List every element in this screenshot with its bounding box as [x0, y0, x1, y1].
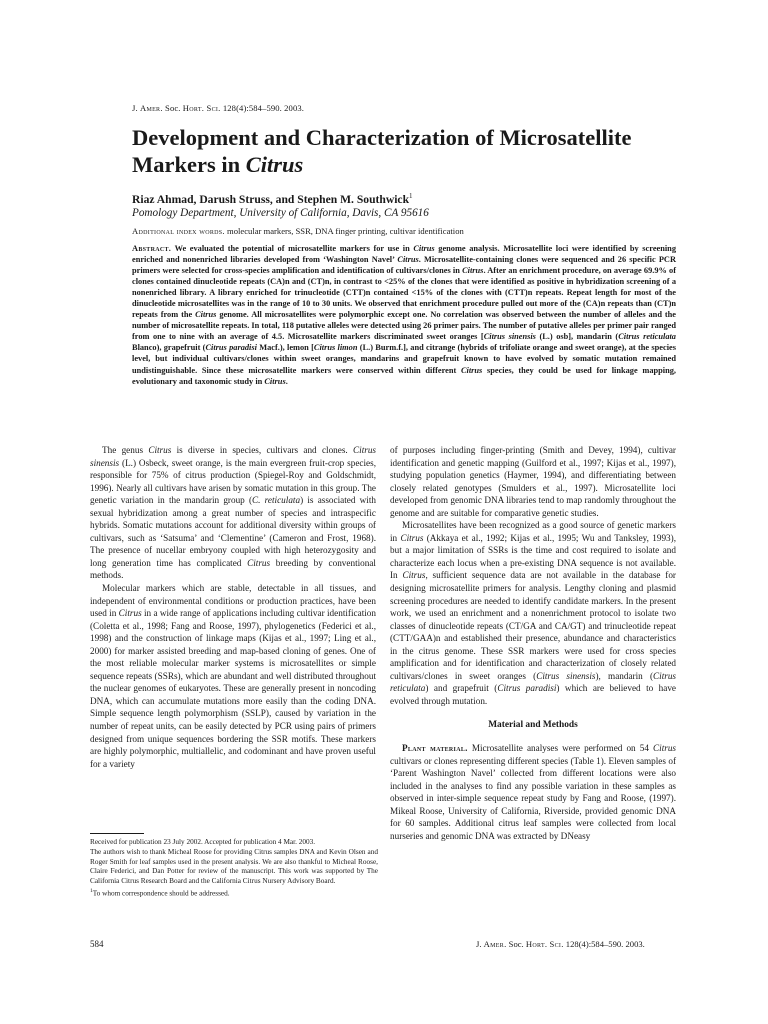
footnote-received: Received for publication 23 July 2002. Accepted for publication 4 Mar. 2003.: [90, 838, 316, 846]
keywords-label: Additional index words.: [132, 226, 225, 236]
page-number: 584: [90, 939, 104, 949]
keywords-text: molecular markers, SSR, DNA finger printing, cultivar identification: [227, 226, 464, 236]
title-line2-prefix: Markers in: [132, 152, 246, 177]
title-line2-italic: Citrus: [245, 152, 304, 177]
body-column-right: [390, 444, 676, 842]
abstract-label: Abstract.: [132, 244, 172, 253]
section-heading: Material and Methods: [488, 720, 578, 731]
body-paragraph: of purposes including finger-printing (Smith and Devey, 1994), cultivar identification and genetic mapping (Guilford et al., 1997; Kijas et al., 1997), studying population genetics (Haymer, 1994), and differentiating between closely related genotypes (Smulders et al., 1997). Microsatellite loci developed from genomic DNA libraries tend to map randomly throughout the genome and are suitable for comparative genetic studies.: [390, 445, 676, 518]
title-line1: Development and Characterization of Microsatellite: [132, 125, 632, 150]
body-column-left: [90, 444, 376, 830]
footnotes: [90, 838, 378, 899]
plant-material-label: Plant material.: [402, 743, 468, 754]
affiliation: Pomology Department, University of California, Davis, CA 95616: [132, 207, 429, 219]
body-paragraph: The genus Citrus is diverse in species, cultivars and clones. Citrus sinensis (L.) Osbeck, sweet orange, is the main evergreen fruit-crop species, responsible for 75% of citrus production (Spiegel-Roy and Goldschmidt, 1996). Nearly all cultivars have arisen by somatic mutation in this group. The genetic variation in the mandarin group (C. reticulata) is associated with sexual hybridization among a great number of species and intraspecific hybrids. Somatic mutations account for additional diversity within groups of cultivars, such as ‘Satsuma’ and ‘Clementine’ (Cameron and Frost, 1968). The presence of nucellar embryony coupled with high heterozygosity and long generation time has complicated Citrus breeding by conventional methods.: [90, 445, 377, 581]
author-names: Riaz Ahmad, Darush Struss, and Stephen M. Southwick: [132, 192, 410, 206]
author-footnote-mark: 1: [409, 192, 413, 200]
footnote-correspondence: [90, 887, 378, 899]
keywords: [132, 226, 652, 236]
author-list: [132, 192, 413, 206]
footnote-thanks: The authors wish to thank Micheal Roose for providing Citrus samples DNA and Kevin Olsen and Roger Smith for leaf samples used in the present analysis. We are also thankful to Micheal Roose, Claire Federici, and Dan Potter for review of the manuscript. This work was supported by The California Citrus Research Board and the California Citrus Nursery Advisory Board.: [90, 848, 378, 885]
footnote-rule: [90, 833, 144, 834]
correspondence-text: To whom correspondence should be addressed.: [92, 889, 230, 898]
body-paragraph: Microsatellites have been recognized as a good source of genetic markers in Citrus (Akkaya et al., 1992; Kijas et al., 1995; Wu and Tanksley, 1993), but a major limitation of SSRs is the time and cost required to isolate and characterize each locus when a pre-existing DNA sequence is not available. In Citrus, sufficient sequence data are not available in the database for designing microsatellite primers for analysis. Lengthy cloning and plasmid screening procedures are needed to identify candidate markers. In the present work, we used an enrichment and a nonenrichment protocol to isolate two classes of dinucleotide repeats (CT/GA and CA/GT) and trinucleotide repeat (CTT/GAA)n and established their presence, abundance and characteristics in the citrus genome. These SSR markers were used for cross species amplification and for identification and characterization of closely related cultivars/clones in sweet oranges (Citrus sinensis), mandarin (Citrus reticulata) and grapefruit (Citrus paradisi) which are believed to have evolved through mutation.: [390, 520, 677, 706]
footer-citation: J. Amer. Soc. Hort. Sci. 128(4):584–590. 2003.: [476, 939, 645, 949]
running-head: J. Amer. Soc. Hort. Sci. 128(4):584–590. 2003.: [132, 103, 304, 113]
body-paragraph: Molecular markers which are stable, detectable in all tissues, and independent of environmental conditions or production practices, have been used in Citrus in a wide range of applications including cultivar identification (Coletta et al., 1998; Fang and Roose, 1997), phylogenetics (Federici et al., 1998) and the construction of linkage maps (Kijas et al., 1997; Ling et al., 2000) for marker assisted breeding and map-based cloning of genes. One of the most reliable molecular marker systems is microsatellites or simple sequence repeats (SSRs), which are abundant and well distributed throughout the nuclear genomes of eukaryotes. These are generally present in noncoding DNA, which can accumulate mutations more easily than the coding DNA. Simple sequence length polymorphism (SSLP), caused by variation in the number of repeat units, can be easily detected by PCR using pairs of primers designed from unique sequences bordering the SSR motifs. These markers are highly polymorphic, multiallelic, and codominant and have proven useful for a variety: [90, 583, 376, 769]
article-title: [132, 124, 692, 178]
abstract: Abstract. We evaluated the potential of microsatellite markers for use in Citrus genome analysis. Microsatellite loci were identified by screening enriched and nonenriched libraries developed from ‘Washington Navel’ Citrus. Microsatellite-containing clones were sequenced and 26 specific PCR primers were selected for cross-species amplification and identification of cultivars/clones in Citrus. After an enrichment procedure, on average 69.9% of clones contained dinucleotide repeats (CA)n and (CT)n, in contrast to <25% of the clones that were identified as positive in hybridization screening of a nonenriched library. A library enriched for trinucleotide (CTT)n contained <15% of the clones with (CTT)n repeats. Repeat length for most of the dinucleotide microsatellites was in the range of 10 to 30 units. We observed that enrichment procedure pulled out more of the (CA)n repeats than (CT)n repeats from the Citrus genome. All microsatellites were polymorphic except one. No correlation was observed between the number of alleles and the number of microsatellite repeats. In total, 118 putative alleles were detected using 26 primer pairs. The number of putative alleles per primer pair ranged from one to nine with an average of 4.5. Microsatellite markers discriminated sweet oranges [Citrus sinensis (L.) osb], mandarin (Citrus reticulata Blanco), grapefruit (Citrus paradisi Macf.), lemon [Citrus limon (L.) Burm.f.], and citrange (hybrids of trifoliate orange and sweet orange), at the species level, but individual cultivars/clones within sweet oranges, mandarins and grapefruit known to have evolved by somatic mutation remained undistinguishable. Since these microsatellite markers were conserved within different Citrus species, they could be used for linkage mapping, evolutionary and taxonomic study in Citrus.: [132, 244, 676, 386]
body-paragraph: Plant material. Microsatellite analyses were performed on 54 Citrus cultivars or clones representing different species (Table 1). Eleven samples of ‘Parent Washington Navel’ collected from different locations were also included in the analyses to find any possible variation in these samples as observed in inter-simple sequence repeat study by Fang and Roose, (1997). Mikeal Roose, University of California, Riverside, provided genomic DNA for 60 samples. Additional citrus leaf samples were collected from local nurseries and genomic DNA was extracted by DNeasy: [390, 743, 676, 841]
correspondence-mark: 1: [90, 887, 93, 894]
